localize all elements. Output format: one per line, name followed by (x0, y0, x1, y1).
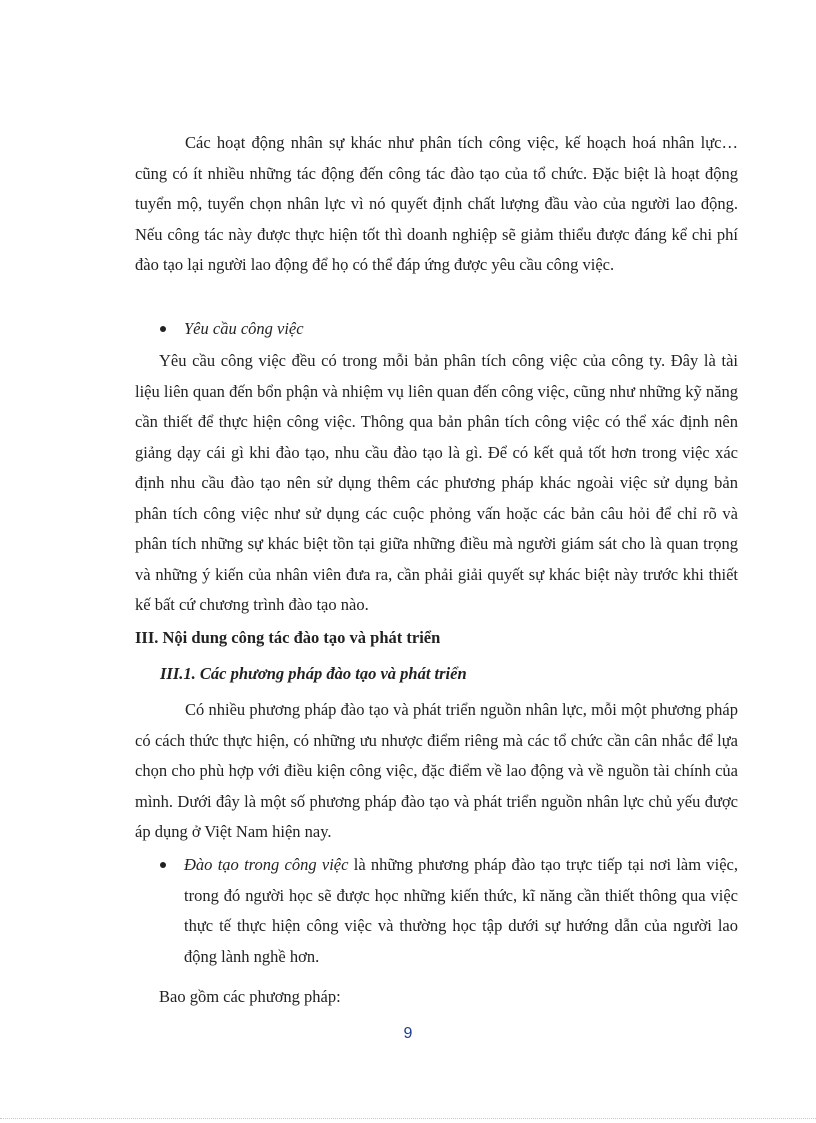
bullet-dot-icon (160, 862, 166, 868)
page-bottom-divider (0, 1118, 816, 1119)
section-heading: III. Nội dung công tác đào tạo và phát triển (135, 628, 441, 647)
bullet-description: là những phương pháp đào tạo trực tiếp tại nơi làm việc, trong đó người học sẽ được học những kiến thức, kĩ năng cần thiết thông qua việc thực tế thực hiện công việc và thường học tập dưới sự hướng dẫn của người lao động lành nghề hơn. (184, 855, 738, 966)
paragraph-includes-methods: Bao gồm các phương pháp: (159, 987, 341, 1006)
bullet-dot-icon (160, 326, 166, 332)
bullet-on-the-job-text (184, 850, 738, 972)
bullet-term: Đào tạo trong công việc (184, 855, 349, 874)
paragraph-other-hr-activities: Các hoạt động nhân sự khác như phân tích công việc, kế hoạch hoá nhân lực… cũng có ít nhiều những tác động đến công tác đào tạo của tổ chức. Đặc biệt là hoạt động tuyển mộ, tuyển chọn nhân lực vì nó quyết định chất lượng đầu vào của người lao động. Nếu công tác này được thực hiện tốt thì doanh nghiệp sẽ giảm thiểu được đáng kể chi phí đào tạo lại người lao động để họ có thể đáp ứng được yêu cầu công việc. (135, 133, 738, 274)
subsection-heading: III.1. Các phương pháp đào tạo và phát triển (160, 664, 467, 683)
bullet-label: Yêu cầu công việc (184, 319, 304, 338)
page-number: 9 (403, 1025, 413, 1042)
paragraph-job-requirements: Yêu cầu công việc đều có trong mỗi bản phân tích công việc của công ty. Đây là tài liệu liên quan đến bổn phận và nhiệm vụ liên quan đến công việc, cũng như những kỹ năng cần thiết để thực hiện công việc. Thông qua bản phân tích công việc có thể xác định nên giảng dạy cái gì khi đào tạo, nhu cầu đào tạo là gì. Để có kết quả tốt hơn trong việc xác định nhu cầu đào tạo nên sử dụng thêm các phương pháp khác ngoài việc sử dụng bản phân tích công việc như sử dụng các cuộc phỏng vấn hoặc các bản câu hỏi để chỉ rõ và phân tích những sự khác biệt tồn tại giữa những điều mà người giám sát cho là quan trọng và những ý kiến của nhân viên đưa ra, cần phải giải quyết sự khác biệt này trước khi thiết kế bất cứ chương trình đào tạo nào. (135, 351, 738, 614)
paragraph-training-methods: Có nhiều phương pháp đào tạo và phát triển nguồn nhân lực, mỗi một phương pháp có cách thức thực hiện, có những ưu nhược điểm riêng mà các tổ chức cần cân nhắc để lựa chọn cho phù hợp với điều kiện công việc, đặc điểm về lao động và về nguồn tài chính của mình. Dưới đây là một số phương pháp đào tạo và phát triển nguồn nhân lực chủ yếu được áp dụng ở Việt Nam hiện nay. (135, 700, 738, 841)
